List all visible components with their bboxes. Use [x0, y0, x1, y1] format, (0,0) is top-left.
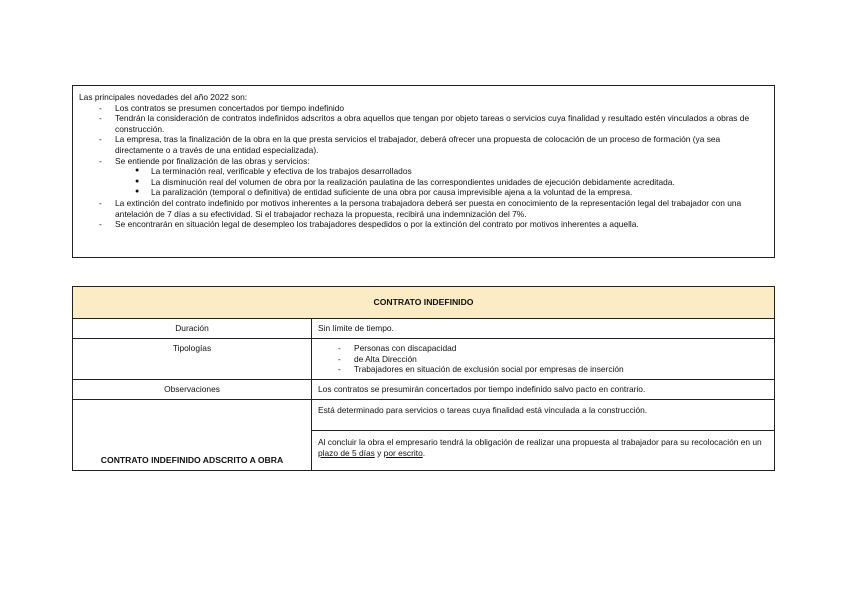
adscrito-label: CONTRATO INDEFINIDO ADSCRITO A OBRA	[73, 399, 312, 470]
tipologias-value	[312, 338, 775, 379]
observaciones-value: Los contratos se presumirán concertados por tiempo indefinido salvo pacto en contrario.	[312, 380, 775, 400]
list-item: - La empresa, tras la finalización de la obra en la que presta servicios el trabajador, deberá ofrecer una propuesta de colocación de un proceso de formación (ya sea directamente o a través de una entidad especializada).	[95, 134, 768, 155]
table-title: CONTRATO INDEFINIDO	[73, 287, 775, 319]
list-item: - Personas con discapacidad	[336, 343, 768, 354]
table-header-row	[73, 287, 775, 319]
list-item: - Se encontrarán en situación legal de desempleo los trabajadores despedidos o por la extinción del contrato por motivos inherentes a aquella.	[95, 219, 768, 230]
escrito-underlined: por escrito	[383, 447, 423, 458]
list-item: - Trabajadores en situación de exclusión social por empresas de inserción	[336, 364, 768, 375]
observaciones-label: Observaciones	[73, 380, 312, 400]
duracion-label: Duración	[73, 319, 312, 339]
adscrito-text-2-pre: Al concluir la obra el empresario tendrá la obligación de realizar una propuesta al trabajador para su recolocación en un	[318, 436, 762, 447]
duracion-value: Sin límite de tiempo.	[312, 319, 775, 339]
list-item: - Tendrán la consideración de contratos indefinidos adscritos a obra aquellos que tengan por objeto tareas o servicios cuya finalidad y resultado estén vinculados a obras de construcción.	[95, 113, 768, 134]
list-item: - La extinción del contrato indefinido por motivos inherentes a la persona trabajadora deberá ser puesta en conocimiento de la representación legal del trabajador con una antelación de 7 días a su efectividad. Si el trabajador rechaza la propuesta, recibirá una indemnización del 7%.	[95, 198, 768, 219]
table-row	[73, 399, 775, 430]
list-item: - Los contratos se presumen concertados por tiempo indefinido	[95, 103, 768, 114]
contrato-indefinido-table	[72, 286, 775, 471]
adscrito-text-2-end: .	[422, 447, 426, 458]
adscrito-text-2	[312, 430, 775, 470]
adscrito-text-2-mid: y	[374, 447, 384, 458]
sub-list-item: ● La disminución real del volumen de obra por la realización paulatina de las correspondientes unidades de ejecución debidamente acreditada.	[135, 177, 768, 188]
tipologias-list	[318, 343, 768, 375]
plazo-underlined: plazo de 5 días	[318, 447, 375, 458]
novedades-intro: Las principales novedades del año 2022 son:	[79, 92, 248, 102]
list-item: - de Alta Dirección	[336, 354, 768, 365]
finalizacion-sublist	[115, 166, 768, 198]
list-item	[95, 156, 768, 198]
novedades-box	[72, 85, 775, 258]
list-item-text: Se entiende por finalización de las obras y servicios:	[115, 155, 310, 166]
table-row	[73, 319, 775, 339]
adscrito-text-1: Está determinado para servicios o tareas cuya finalidad está vinculada a la construcción.	[312, 399, 775, 430]
tipologias-label: Tipologías	[73, 338, 312, 379]
sub-list-item: ● La terminación real, verificable y efectiva de los trabajos desarrollados	[135, 166, 768, 177]
table-row	[73, 380, 775, 400]
table-row	[73, 338, 775, 379]
sub-list-item: ● La paralización (temporal o definitiva) de entidad suficiente de una obra por causa imprevisible ajena a la voluntad de la empresa.	[135, 187, 768, 198]
novedades-list	[79, 103, 768, 230]
